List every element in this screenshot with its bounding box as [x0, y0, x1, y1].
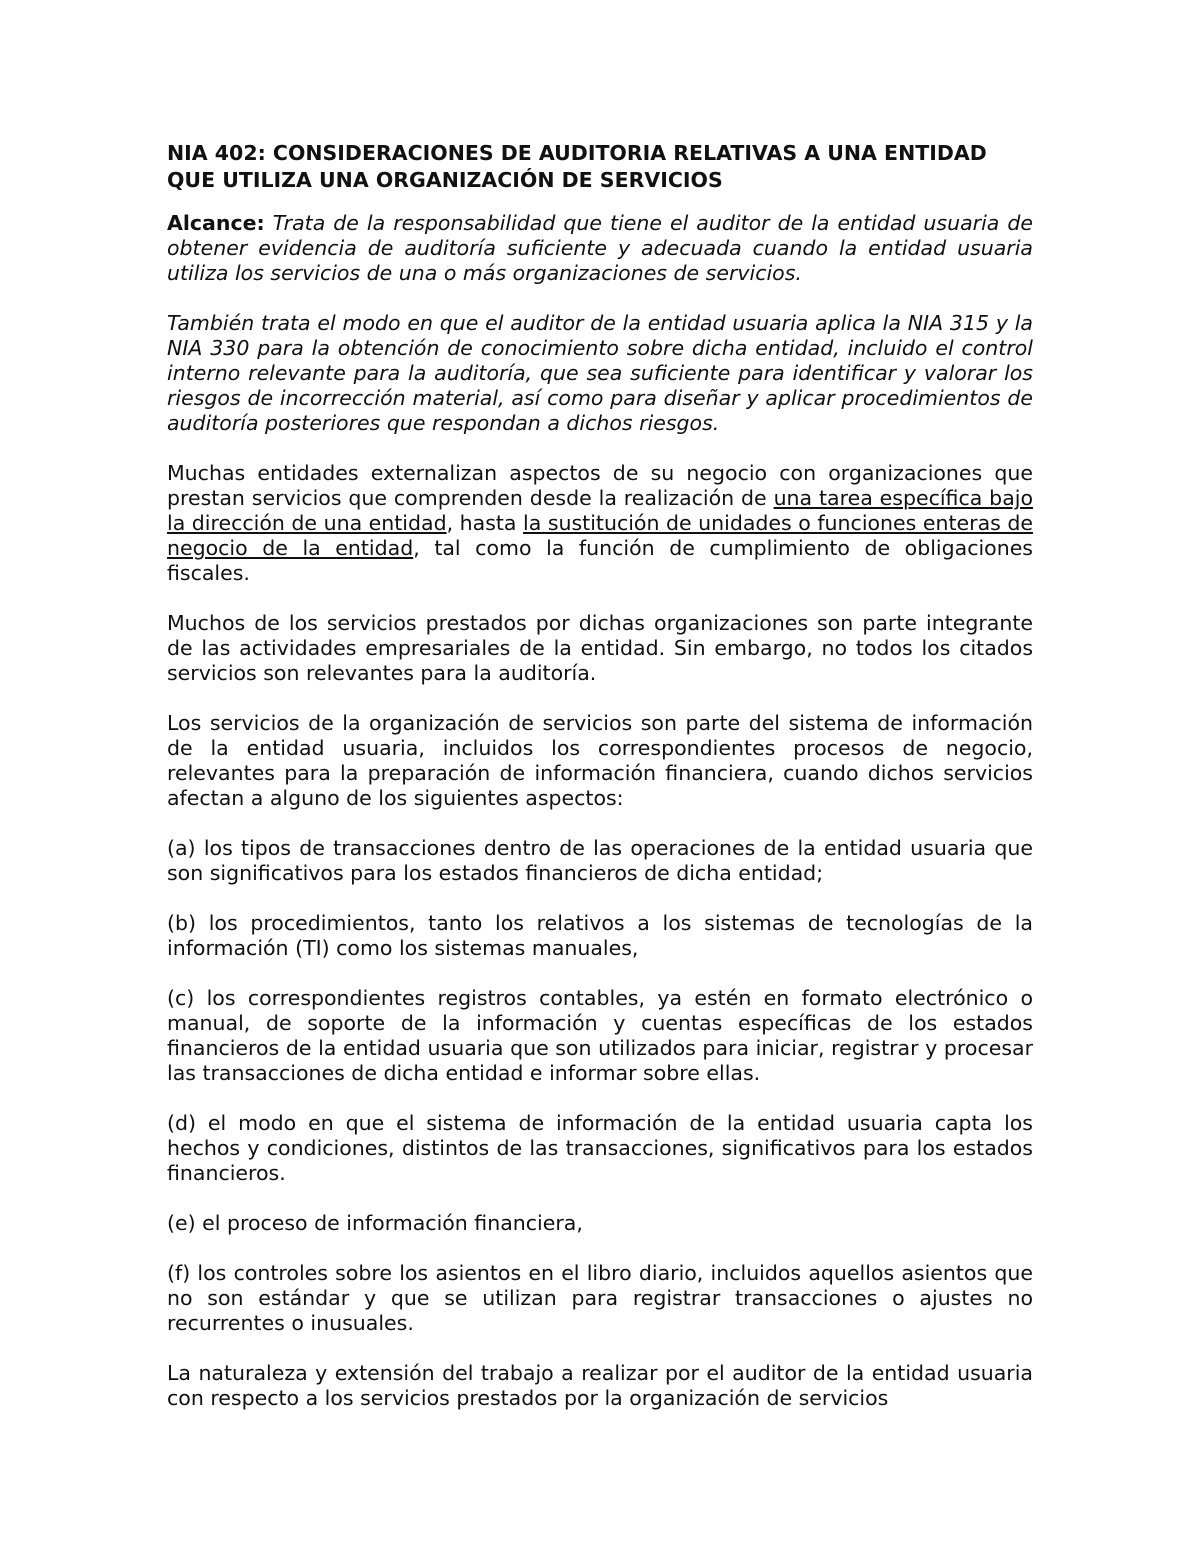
document-body [167, 140, 1033, 1436]
alcance-paragraph [167, 211, 1033, 286]
list-item-f: (f) los controles sobre los asientos en el libro diario, incluidos aquellos asientos que no son estándar y que se utilizan para registrar transacciones o ajustes no recurrentes o inusuales. [167, 1261, 1033, 1335]
list-item-a: (a) los tipos de transacciones dentro de las operaciones de la entidad usuaria que son significativos para los estados financieros de dicha entidad; [167, 836, 1033, 885]
muchas-underline-2: la sustitución de unidades o funciones enteras de negocio de la entidad [167, 511, 1033, 560]
muchas-text-3: , tal como la función de cumplimiento de obligaciones fiscales. [167, 536, 1033, 585]
tambien-paragraph: También trata el modo en que el auditor de la entidad usuaria aplica la NIA 315 y la NIA 330 para la obtención de conocimiento sobre dicha entidad, incluido el control interno relevante para la auditoría, que sea suficiente para identificar y valorar los riesgos de incorrección material, así como para diseñar y aplicar procedimientos de auditoría posteriores que respondan a dichos riesgos. [167, 311, 1033, 435]
alcance-label: Alcance: [167, 211, 265, 235]
muchas-underline-1: una tarea específica bajo la dirección de una entidad [167, 486, 1033, 535]
list-item-d: (d) el modo en que el sistema de información de la entidad usuaria capta los hechos y condiciones, distintos de las transacciones, significativos para los estados financieros. [167, 1111, 1033, 1185]
list-item-e: (e) el proceso de información financiera, [167, 1211, 583, 1235]
alcance-text: Trata de la responsabilidad que tiene el auditor de la entidad usuaria de obtener evidencia de auditoría suficiente y adecuada cuando la entidad usuaria utiliza los servicios de una o más organizaciones de servicios. [167, 211, 1033, 285]
la-naturaleza-paragraph: La naturaleza y extensión del trabajo a realizar por el auditor de la entidad usuaria con respecto a los servicios prestados por la organización de servicios [167, 1361, 1033, 1410]
muchas-text-1: Muchas entidades externalizan aspectos de su negocio con organizaciones que prestan servicios que comprenden desde la realización de [167, 461, 1033, 510]
list-item-c: (c) los correspondientes registros contables, ya estén en formato electrónico o manual, de soporte de la información y cuentas específicas de los estados financieros de la entidad usuaria que son utilizados para iniciar, registrar y procesar las transacciones de dicha entidad e informar sobre ellas. [167, 986, 1033, 1085]
muchos-servicios-paragraph: Muchos de los servicios prestados por dichas organizaciones son parte integrante de las actividades empresariales de la entidad. Sin embargo, no todos los citados servicios son relevantes para la auditoría. [167, 611, 1033, 685]
muchas-text-2: , hasta [446, 511, 524, 535]
document-title: NIA 402: CONSIDERACIONES DE AUDITORIA RELATIVAS A UNA ENTIDAD QUE UTILIZA UNA ORGANIZACIÓN DE SERVICIOS [167, 141, 987, 192]
muchas-entidades-paragraph [167, 461, 1033, 586]
list-item-b: (b) los procedimientos, tanto los relativos a los sistemas de tecnologías de la información (TI) como los sistemas manuales, [167, 911, 1033, 960]
los-servicios-paragraph: Los servicios de la organización de servicios son parte del sistema de información de la entidad usuaria, incluidos los correspondientes procesos de negocio, relevantes para la preparación de información financiera, cuando dichos servicios afectan a alguno de los siguientes aspectos: [167, 711, 1033, 810]
